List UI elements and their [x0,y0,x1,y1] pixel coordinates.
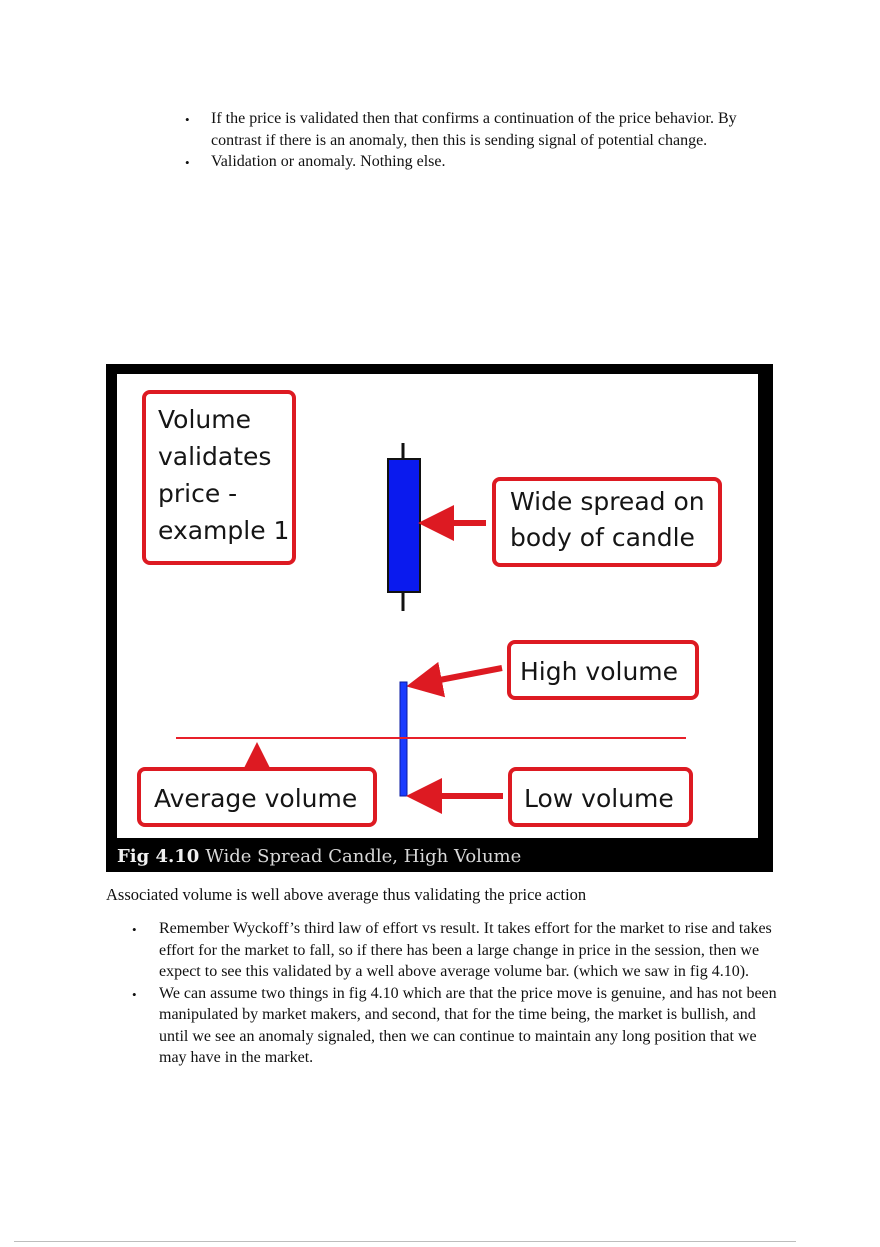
bullet-icon: • [185,112,190,127]
bullet-icon: • [185,155,190,170]
bullet-icon: • [132,986,137,1002]
bullet-item [132,918,779,983]
figure-illustration [106,364,773,872]
bullet-icon: • [132,922,137,937]
figure-description: Associated volume is well above average thus validating the price action [106,885,587,904]
title-line: Volume [158,405,251,434]
figure-4-10 [106,364,773,872]
bullet-item [132,983,779,1069]
title-line: example 1 [158,516,290,545]
candle-body [388,459,420,592]
figure-caption-text: Wide Spread Candle, High Volume [205,846,522,867]
figure-caption [117,846,521,867]
figure-caption-prefix: Fig 4.10 [117,846,200,867]
title-line: price - [158,479,238,508]
top-bullet-list [185,108,771,173]
bullet-text: We can assume two things in fig 4.10 which are that the price move is genuine, and has not been manipulated by market makers, and second, that for the time being, the market is bullish, and until we see an anomaly signaled, then we can continue to maintain any long position that we may have in the market. [159,984,777,1066]
high-volume-label: High volume [520,657,679,686]
bullet-item [185,151,771,173]
bullet-text: Validation or anomaly. Nothing else. [211,153,446,170]
title-line: validates [158,442,272,471]
footer-divider [14,1241,796,1242]
bullet-text: If the price is validated then that confirms a continuation of the price behavior. By contrast if there is an anomaly, then this is sending signal of potential change. [211,110,737,149]
bottom-bullet-list [132,918,779,1069]
low-volume-label: Low volume [524,784,674,813]
bullet-text: Remember Wyckoff’s third law of effort vs result. It takes effort for the market to rise and takes effort for the market to fall, so if there has been a large change in price in the session, then we expect to see this validated by a well above average volume bar. (which we saw in fig 4.10). [159,920,772,980]
average-volume-label: Average volume [154,784,358,813]
wide-spread-label-line: body of candle [510,523,695,552]
bullet-item [185,108,771,151]
wide-spread-label-line: Wide spread on [510,487,705,516]
